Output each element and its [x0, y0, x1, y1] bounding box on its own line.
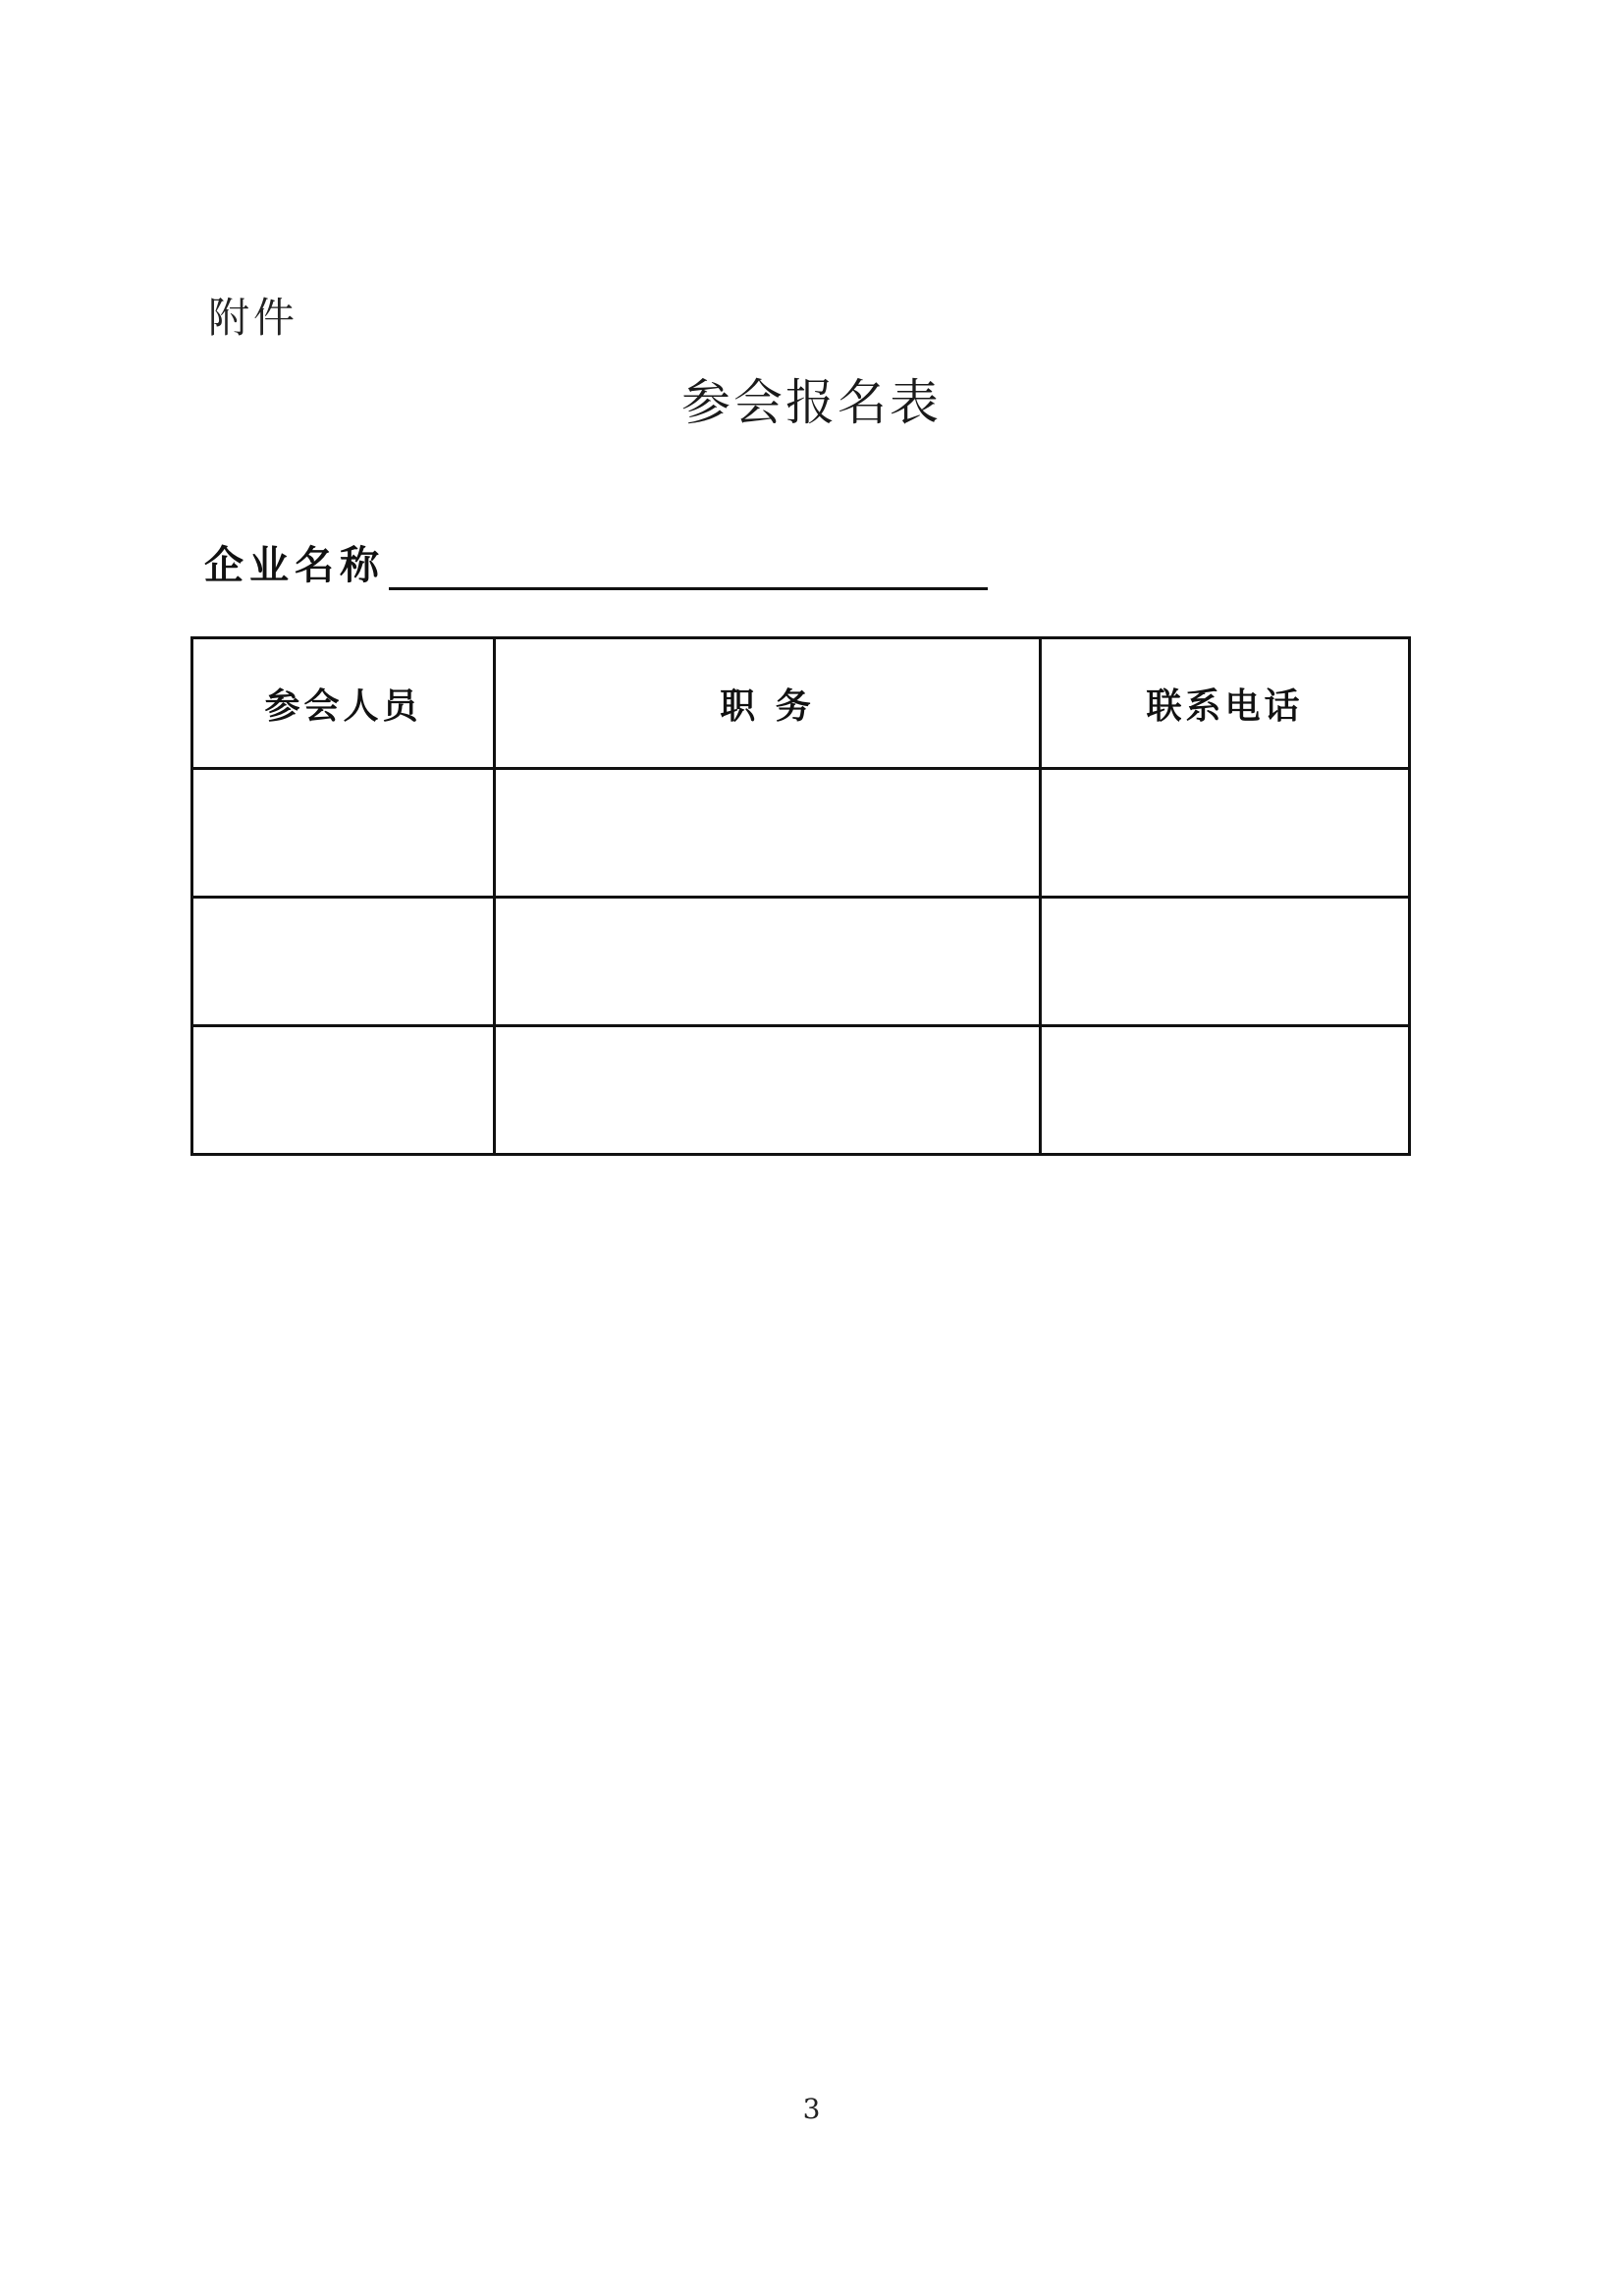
phone-cell[interactable]	[1041, 1026, 1410, 1155]
attendee-cell[interactable]	[192, 898, 495, 1026]
header-phone: 联系电话	[1041, 638, 1410, 769]
company-name-label: 企业名称	[204, 543, 385, 588]
table-row	[192, 898, 1410, 1026]
table-row	[192, 1026, 1410, 1155]
table-header-row	[192, 638, 1410, 769]
attachment-label: 附件	[208, 294, 299, 342]
position-cell[interactable]	[495, 898, 1041, 1026]
company-name-blank[interactable]	[389, 540, 988, 590]
signup-table	[190, 636, 1411, 1156]
phone-cell[interactable]	[1041, 898, 1410, 1026]
attendee-cell[interactable]	[192, 769, 495, 898]
header-position: 职 务	[495, 638, 1041, 769]
header-attendee: 参会人员	[192, 638, 495, 769]
position-cell[interactable]	[495, 769, 1041, 898]
page-number: 3	[802, 2093, 821, 2125]
position-cell[interactable]	[495, 1026, 1041, 1155]
form-title: 参会报名表	[681, 374, 942, 431]
table-row	[192, 769, 1410, 898]
company-name-row	[204, 540, 988, 590]
phone-cell[interactable]	[1041, 769, 1410, 898]
attendee-cell[interactable]	[192, 1026, 495, 1155]
